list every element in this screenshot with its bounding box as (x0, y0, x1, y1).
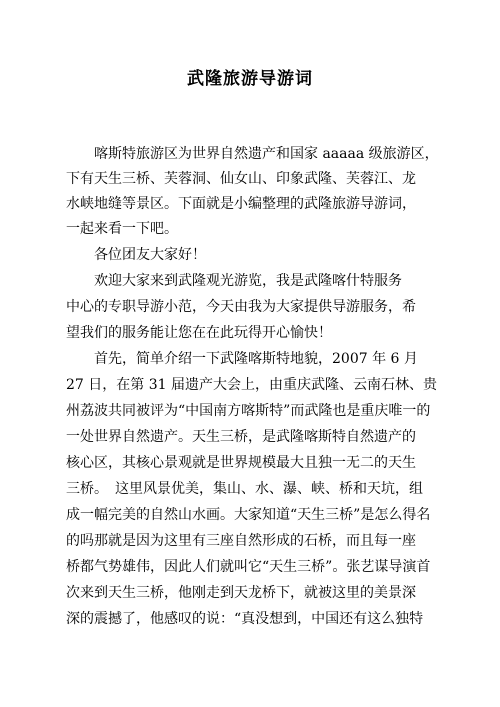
text-line: 欢迎大家来到武隆观光游览，我是武隆喀什特服务 (66, 273, 402, 289)
text-line: 州荔波共同被评为“中国南方喀斯特”而武隆也是重庆唯一的 (66, 403, 431, 419)
text-line: 核心区，其核心景观就是世界规模最大且独一无二的天生 (66, 455, 416, 471)
text-line: 各位团友大家好！ (66, 247, 206, 263)
text-line: 水峡地缝等景区。下面就是小编整理的武隆旅游导游词， (66, 196, 416, 212)
text-line: 望我们的服务能让您在在此玩得开心愉快！ (66, 325, 332, 341)
text-line: 一起来看一下吧。 (66, 221, 178, 237)
page-title: 武隆旅游导游词 (187, 69, 313, 89)
text-line: 喀斯特旅游区为世界自然遗产和国家 aaaaa 级旅游区， (66, 146, 439, 162)
text-line: 中心的专职导游小范，今天由我为大家提供导游服务，希 (66, 299, 416, 315)
text-line: 三桥。 这里风景优美，集山、水、瀑、峡、桥和天坑，组 (66, 481, 423, 497)
text-line: 成一幅完美的自然山水画。大家知道“天生三桥”是怎么得名 (66, 507, 431, 523)
text-line: 27 日，在第 31 届遗产大会上，由重庆武隆、云南石林、贵 (66, 377, 437, 393)
text-line: 下有天生三桥、芙蓉洞、仙女山、印象武隆、芙蓉江、龙 (66, 171, 416, 187)
text-line: 首先，简单介绍一下武隆喀斯特地貌，2007 年 6 月 (66, 351, 418, 367)
text-line: 次来到天生三桥，他刚走到天龙桥下，就被这里的美景深 (66, 585, 416, 601)
text-line: 深的震撼了，他感叹的说：“真没想到，中国还有这么独特 (66, 611, 424, 627)
text-line: 一处世界自然遗产。天生三桥，是武隆喀斯特自然遗产的 (66, 429, 416, 445)
text-line: 的吗那就是因为这里有三座自然形成的石桥，而且每一座 (66, 533, 416, 549)
text-line: 桥都气势雄伟，因此人们就叫它“天生三桥”。张艺谋导演首 (66, 559, 431, 575)
